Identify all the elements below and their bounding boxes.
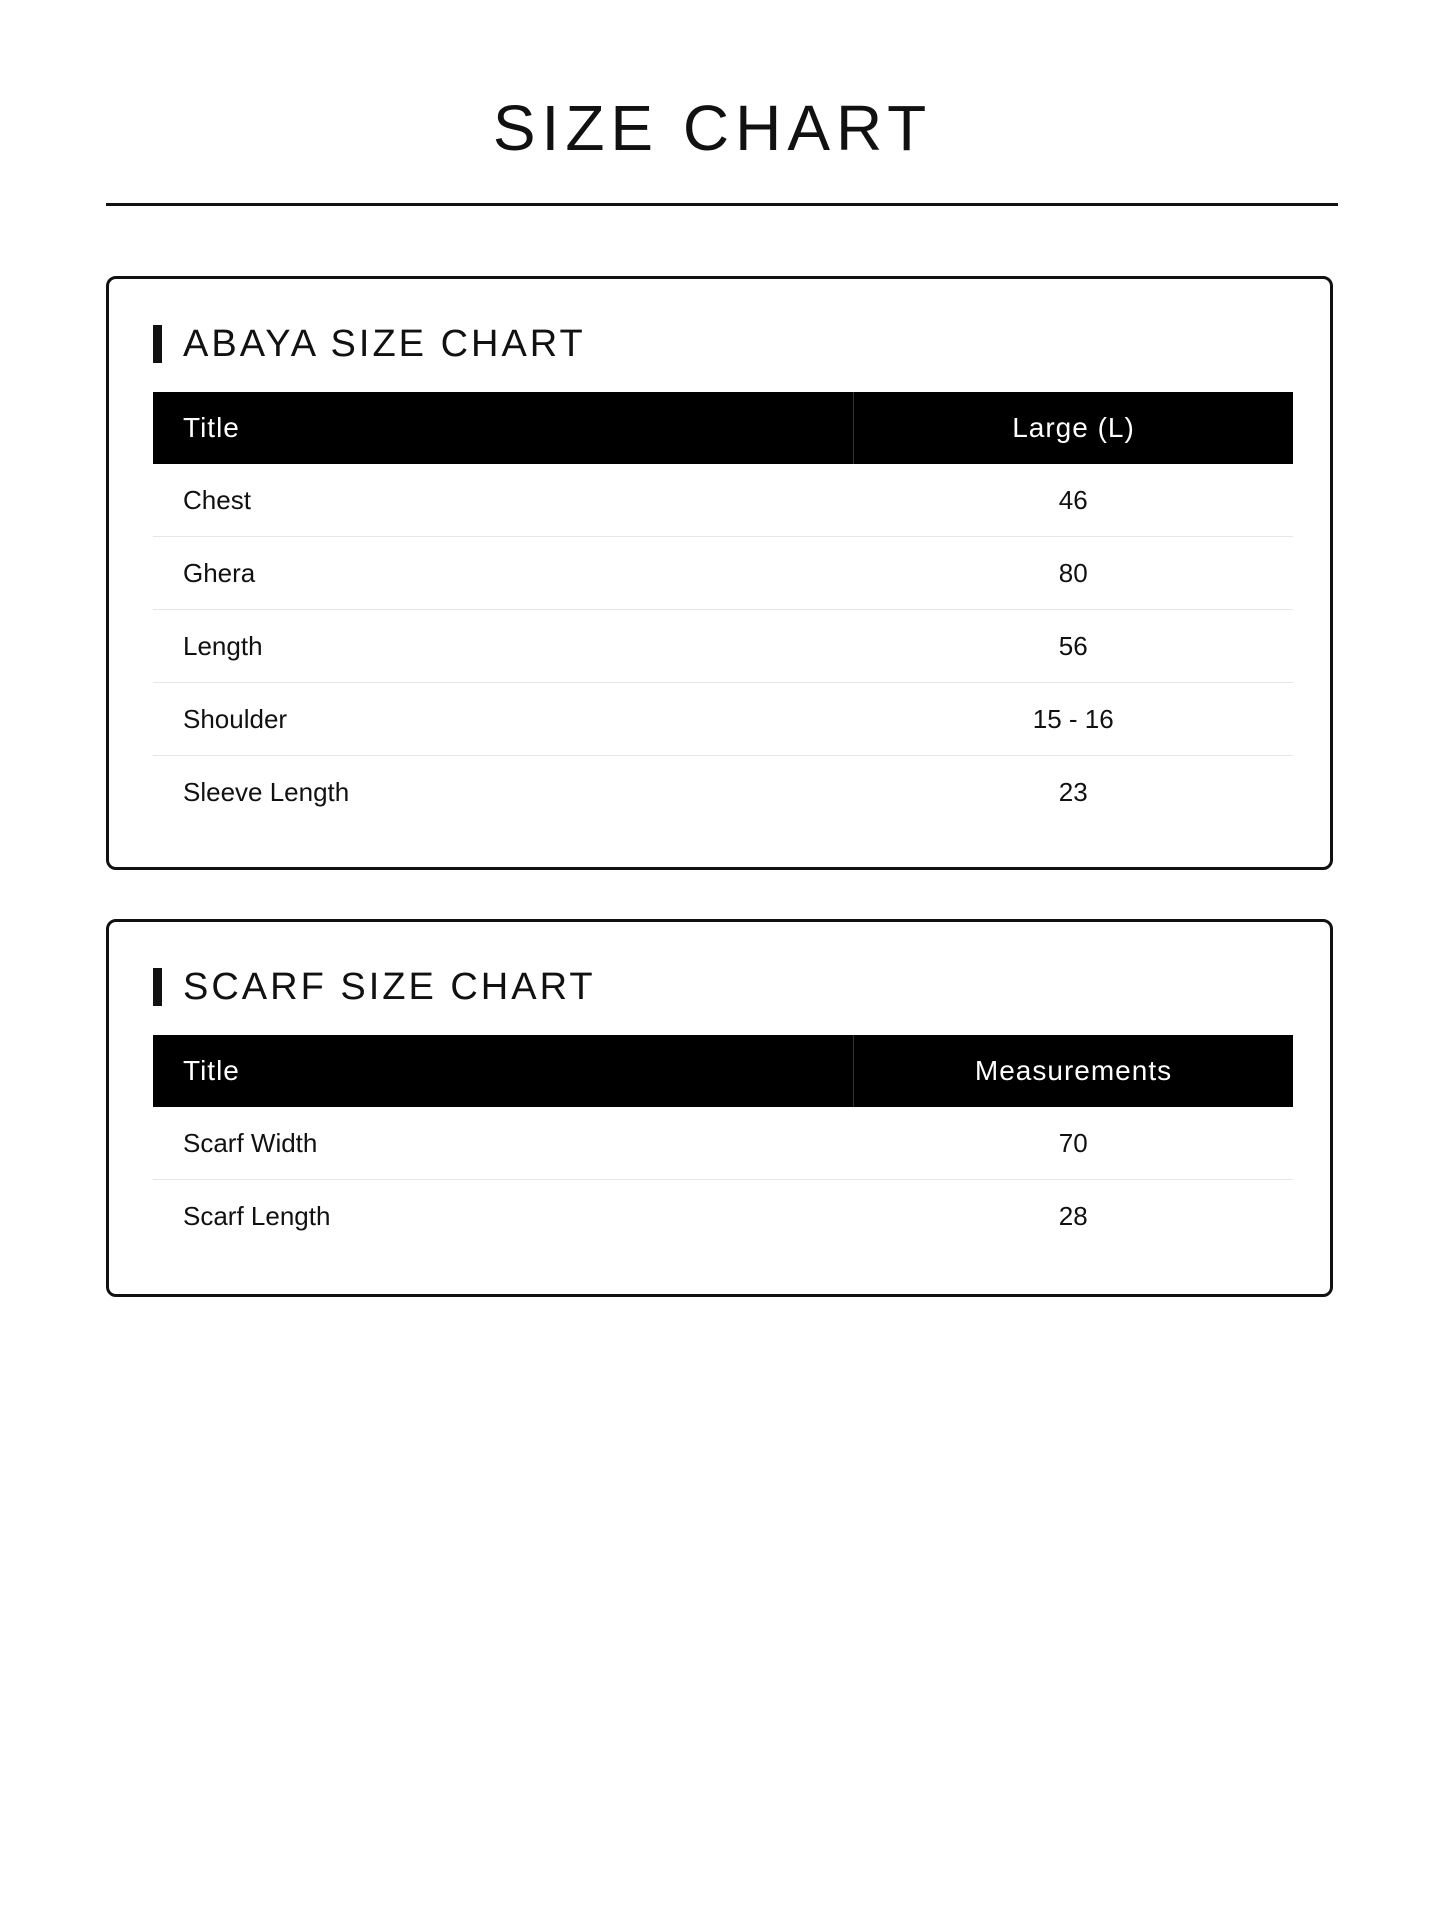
- row-label: Ghera: [153, 537, 854, 610]
- row-label: Sleeve Length: [183, 776, 350, 807]
- row-value: 56: [854, 610, 1294, 683]
- table-row: [153, 537, 1293, 610]
- table-row: [153, 610, 1293, 683]
- table-row: [153, 1180, 1293, 1253]
- scarf-size-chart-card: [106, 919, 1333, 1297]
- abaya-card-heading: [153, 324, 586, 364]
- row-label: Scarf Length: [183, 1200, 331, 1231]
- scarf-size-table: [153, 1035, 1293, 1252]
- page-title: SIZE CHART: [492, 92, 933, 164]
- scarf-table-header-row: [153, 1035, 1293, 1107]
- row-label: Chest: [153, 464, 854, 537]
- abaya-table-header-row: [153, 392, 1293, 464]
- row-value: 23: [1058, 776, 1088, 807]
- scarf-column-measurements: Measurements: [854, 1035, 1294, 1107]
- table-row: [153, 756, 1293, 829]
- table-row: [153, 1107, 1293, 1180]
- scarf-heading-text: SCARF SIZE CHART: [183, 966, 596, 1008]
- heading-accent-bar: [153, 325, 162, 363]
- row-label: Scarf Width: [153, 1107, 854, 1180]
- row-value: 15 - 16: [854, 683, 1294, 756]
- scarf-card-heading: [153, 967, 596, 1007]
- abaya-size-table: [153, 392, 1293, 828]
- row-value: 28: [1058, 1200, 1088, 1231]
- table-row: [153, 683, 1293, 756]
- scarf-column-title: Title: [153, 1035, 854, 1107]
- abaya-column-large: Large (L): [854, 392, 1294, 464]
- row-label: Length: [153, 610, 854, 683]
- abaya-heading-text: ABAYA SIZE CHART: [183, 323, 586, 365]
- title-divider: [106, 203, 1338, 206]
- heading-accent-bar: [153, 968, 162, 1006]
- table-row: [153, 464, 1293, 537]
- abaya-size-chart-card: [106, 276, 1333, 870]
- row-value: 46: [854, 464, 1294, 537]
- abaya-column-title: Title: [153, 392, 854, 464]
- row-value: 80: [854, 537, 1294, 610]
- row-label: Shoulder: [153, 683, 854, 756]
- row-value: 70: [854, 1107, 1294, 1180]
